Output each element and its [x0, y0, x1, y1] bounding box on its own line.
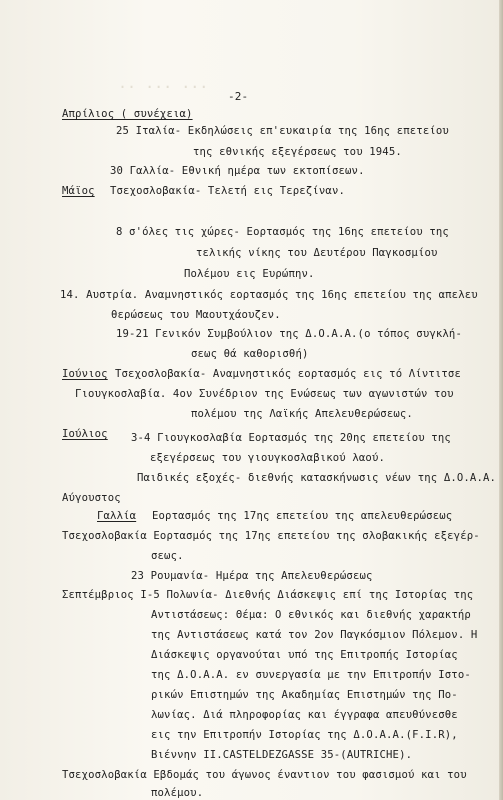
month-heading-august: Αύγουστος	[62, 492, 121, 504]
entry-line: Γιουγκοσλαβία. 4ον Συνέδριον της Ενώσεως των αγωνιστών του	[75, 388, 454, 400]
entry-line: της Αντιστάσεως κατά τον 2ον Παγκόσμιον Πόλεμον. Η	[151, 629, 478, 641]
page-number: -2-	[228, 90, 249, 103]
entry-line: 19-21 Γενικόν Συμβούλιον της Δ.Ο.Α.Α.(ο τόπος συγκλή-	[116, 328, 462, 340]
entry-line: της Δ.Ο.Α.Α. εν συνεργασία με την Επιτροπήν Ιστο-	[151, 669, 471, 681]
month-heading-april: Απρίλιος ( συνέχεια)	[62, 108, 193, 120]
entry-line: Βιέννην II.CASTELDEZGASSE 35-(AUTRICHE).	[151, 749, 413, 761]
entry-line: 30 Γαλλία- Εθνική ημέρα των εκτοπίσεων.	[110, 165, 365, 177]
entry-line: 23 Ρουμανία- Ημέρα της Απελευθερώσεως	[131, 570, 373, 582]
entry-line: 25 Ιταλία- Εκδηλώσεις επ'ευκαιρία της 16ης επετείου	[116, 125, 449, 137]
entry-line: Τσεχοσλοβακία Εβδομάς του άγωνος έναντιον του φασισμού και του	[62, 769, 467, 781]
entry-line: 3-4 Γιουγκοσλαβία Εορτασμός της 20ης επετείου της	[131, 432, 451, 444]
entry-line: Τσεχοσλοβακία- Τελετή εις Τερεζίναν.	[110, 185, 346, 197]
entry-line: Τσεχοσλοβακία Εορτασμός της 17ης επετείου της σλοβακικής εξεγέρ-	[62, 530, 480, 542]
entry-line: θερώσεως του Μαουτχάουζεν.	[111, 309, 281, 321]
entry-line: Αντιστάσεως: Θέμα: Ο εθνικός και διεθνής χαρακτήρ	[151, 609, 471, 621]
month-heading-july: Ιούλιος	[62, 428, 108, 440]
entry-line: Παιδικές εξοχές- διεθνής κατασκήνωσις νέων της Δ.Ο.Α.Α.	[137, 472, 497, 484]
entry-line: λωνίας. Διά πληροφορίας και έγγραφα απευθύνεσθε	[151, 709, 458, 721]
entry-line: πολέμου της Λαϊκής Απελευθερώσεως.	[191, 408, 413, 420]
bleed-through-mark: ·· ··· ···	[118, 78, 209, 96]
entry-line: Τσεχοσλοβακία- Αναμνηστικός εορτασμός εις τό Λίντιτσε	[115, 368, 461, 380]
page-edge	[499, 0, 503, 800]
entry-line: εις την Επιτροπήν Ιστορίας της Δ.Ο.Α.Α.(F.I.R),	[151, 729, 458, 741]
entry-country: Γαλλία	[97, 510, 137, 522]
month-heading-may: Μάϊος	[62, 185, 95, 197]
entry-line: 14. Αυστρία. Αναμνηστικός εορτασμός της 16ης επετείου της απελευ	[60, 289, 478, 301]
entry-line: σεως.	[151, 550, 184, 562]
entry-line: εξεγέρσεως του γιουγκοσλαβικού λαού.	[150, 452, 386, 464]
entry-line: ρικών Επιστημών της Ακαδημίας Επιστημών της Πο-	[151, 689, 458, 701]
entry-line: Σεπτέμβριος I-5 Πολωνία- Διεθνής Διάσκεψις επί της Ιστορίας της	[62, 589, 474, 601]
entry-line: τελικής νίκης του Δευτέρου Παγκοσμίου	[196, 247, 438, 259]
entry-line: της εθνικής εξεγέρσεως του 1945.	[193, 146, 402, 158]
entry-line: πολέμου.	[151, 787, 204, 799]
entry-line: Εορτασμός της 17ης επετείου της απελευθερώσεως	[152, 510, 453, 522]
entry-line: σεως θά καθορισθή)	[191, 348, 309, 360]
entry-line: 8 σ'όλες τις χώρες- Εορτασμός της 16ης επετείου της	[116, 226, 449, 238]
month-heading-june: Ιούνιος	[62, 368, 108, 380]
entry-line: Διάσκεψις οργανούται υπό της Επιτροπής Ιστορίας	[151, 649, 458, 661]
entry-line: Πολέμου εις Ευρώπην.	[184, 268, 315, 280]
